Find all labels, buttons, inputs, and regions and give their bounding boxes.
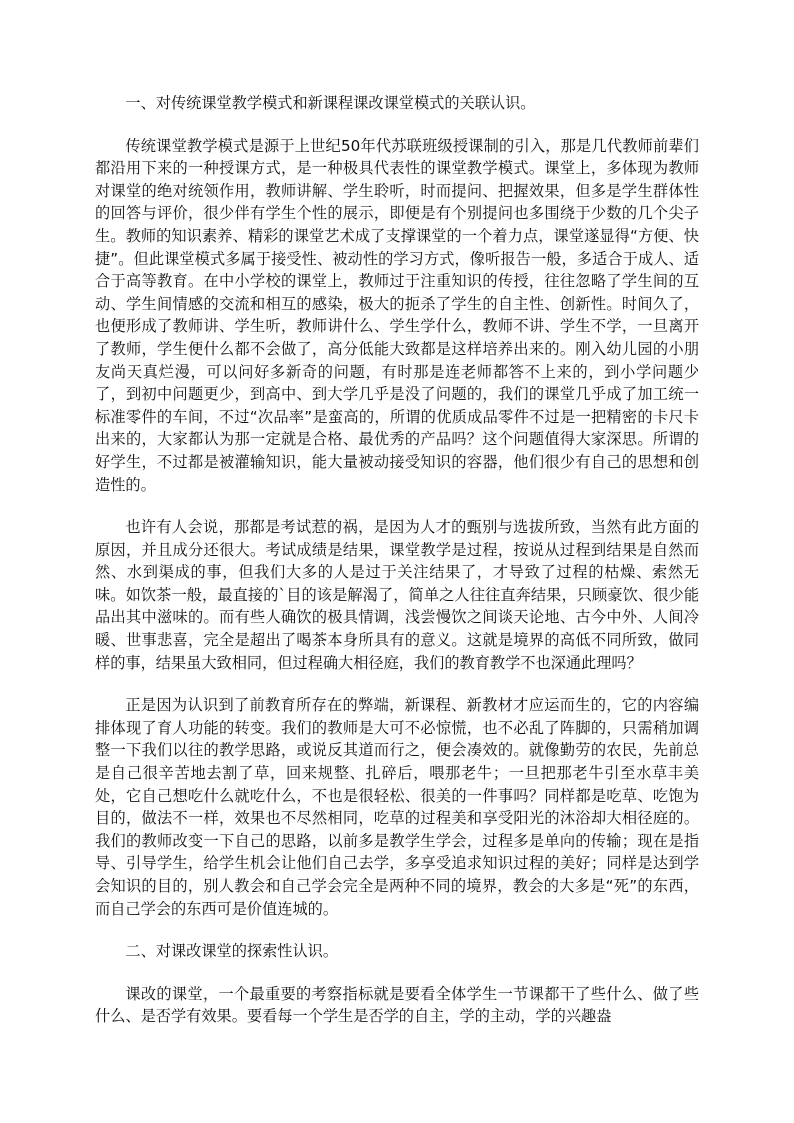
paragraph-3: 正是因为认识到了前教育所存在的弊端，新课程、新教材才应运而生的，它的内容编排体现了育人功能的转变。我们的教师是大可不必惊慌，也不必乱了阵脚的，只需稍加调整一下我们以往的教学思路，或说反其道而行之，便会凑效的。就像勤劳的农民，先前总是自己很辛苦地去割了草，回来规整、扎碎后，喂那老牛；一旦把那老牛引至水草丰美处，它自己想吃什么就吃什么，不也是很轻松、很美的一件事吗？同样都是吃草、吃饱为目的，做法不一样，效果也不尽然相同，吃草的过程美和享受阳光的沐浴却大相径庭的。我们的教师改变一下自己的思路，以前多是教学生学会，过程多是单向的传输；现在是指导、引导学生，给学生机会让他们自己去学，多享受追求知识过程的美好；同样是达到学会知识的目的，别人教会和自己学会完全是两种不同的境界，教会的大多是“死”的东西，而自己学会的东西可是价值连城的。 (95, 696, 699, 918)
paragraph-4: 课改的课堂，一个最重要的考察指标就是要看全体学生一节课都干了些什么、做了些什么、是否学有效果。要看每一个学生是否学的自主，学的主动，学的兴趣盎 (95, 984, 699, 1026)
section-heading-1: 一、对传统课堂教学模式和新课程课改课堂模式的关联认识。 (125, 94, 536, 112)
paragraph-1: 传统课堂教学模式是源于上世纪50年代苏联班级授课制的引入，那是几代教师前辈们都沿用下来的一种授课方式，是一种极具代表性的课堂教学模式。课堂上，多体现为教师对课堂的绝对统领作用，教师讲解、学生聆听，时而提问、把握效果，但多是学生群体性的回答与评价，很少伴有学生个性的展示，即便是有个别提问也多围绕于少数的几个尖子生。教师的知识素养、精彩的课堂艺术成了支撑课堂的一个着力点，课堂遂显得“方便、快捷”。但此课堂模式多属于接受性、被动性的学习方式，像听报告一般，多适合于成人、适合于高等教育。在中小学校的课堂上，教师过于注重知识的传授，往往忽略了学生间的互动、学生间情感的交流和相互的感染，极大的扼杀了学生的自主性、创新性。时间久了，也便形成了教师讲、学生听，教师讲什么、学生学什么，教师不讲、学生不学，一旦离开了教师，学生便什么都不会做了，高分低能大致都是这样培养出来的。刚入幼儿园的小朋友尚天真烂漫，可以问好多新奇的问题，有时那是连老师都答不上来的，到小学问题少了，到初中问题更少，到高中、到大学几乎是没了问题的，我们的课堂几乎成了加工统一标准零件的车间，不过“次品率”是蛮高的，所谓的优质成品零件不过是一把精密的卡尺卡出来的，大家都认为那一定就是合格、最优秀的产品吗？这个问题值得大家深思。所谓的好学生，不过都是被灌输知识，能大量被动接受知识的容器，他们很少有自己的思想和创造性的。 (95, 136, 699, 494)
section-heading-2: 二、对课改课堂的探索性认识。 (125, 942, 339, 961)
paragraph-2: 也许有人会说，那都是考试惹的祸，是因为人才的甄别与选拔所致，当然有此方面的原因，并且成分还很大。考试成绩是结果，课堂教学是过程，按说从过程到结果是自然而然、水到渠成的事，但我们大多的人是过于关注结果了，才导致了过程的枯燥、索然无味。如饮茶一般，最直接的`目的该是解渴了，简单之人往往直奔结果，只顾豪饮、很少能品出其中滋味的。而有些人确饮的极具情调，浅尝慢饮之间谈天论地、古今中外、人间冷暖、世事悲喜，完全是超出了喝茶本身所具有的意义。这就是境界的高低不同所致，做同样的事，结果虽大致相同，但过程确大相径庭，我们的教育教学不也深通此理吗？ (95, 518, 699, 672)
document-page (95, 92, 699, 1028)
